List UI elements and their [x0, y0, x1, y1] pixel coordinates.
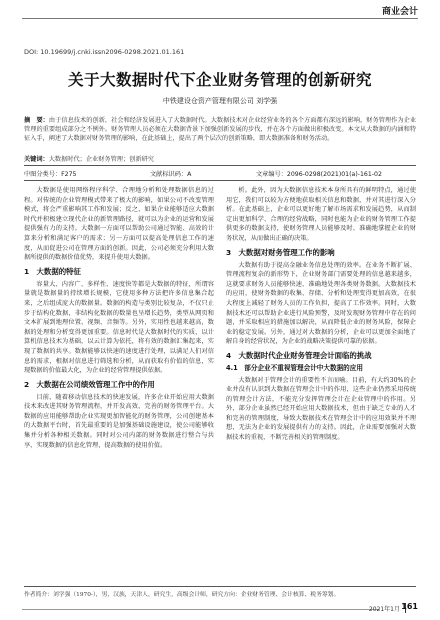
- keywords-label: 关键词：: [24, 156, 49, 163]
- issue-date: 2021年1月: [368, 606, 400, 613]
- section-heading: 1 大数据的特征: [24, 266, 81, 276]
- meta-rule-bottom: [24, 180, 416, 181]
- keywords: [24, 154, 416, 163]
- section-heading: 4.1 部分企业不重视管理会计中大数据的应用: [226, 363, 363, 372]
- author-line: 中铁建设仓资产管理有限公司 刘学强: [162, 97, 278, 105]
- footer-rule: [22, 609, 380, 610]
- abstract: [24, 116, 416, 144]
- running-header: [0, 0, 440, 22]
- article-meta: [24, 167, 416, 179]
- doi: DOI: 10.19699/j.cnki.issn2096-0298.2021.01.161: [24, 48, 185, 56]
- meta-rule-top: [24, 165, 416, 166]
- paragraph: 析。此外，因为大数据信息技术本身所具有的鲜明特点，通过使用它，我们可以较为方便地获取相关信息和数据，并对其进行深入分析。在此基础上，企业可以更好地了解市场需求和发展趋势，从而制定出更加科学、合理的经营战略，同时也能为企业的财务管理工作提供更多的数据支持，使财务管理人员能够及时、准确地掌握企业的财务状况，从而做出正确的决策。: [226, 187, 416, 242]
- clc-number: 中图分类号：F275: [24, 171, 77, 178]
- abstract-text: 由于信息技术的创新，社会和经济发展进入了大数据时代。大数据技术对企业经营业务的各个方面都有深远的影响，财务管理作为企业管理的重要组成部分之不例外。财务管理人员必须在大数据背景下加强创新发展的步伐，并在各个方面做出积极改变。本文从大数据的内涵和特征入手，阐述了大数据对财务管理的影响，在此基础上，提出了两个层次的创新策略，即大数据准备和财务活动。: [24, 117, 417, 143]
- section-heading: 4 大数据时代企业财务管理会计面临的挑战: [226, 350, 372, 360]
- article-title: 关于大数据时代下企业财务管理的创新研究: [67, 70, 372, 89]
- body-column-left: [24, 186, 214, 580]
- footnote-rule: [24, 586, 416, 587]
- header-rule: [22, 18, 418, 19]
- article-number: 文章编号：2096-0298(2021)01(a)-161-02: [256, 171, 382, 178]
- page-number: 161: [401, 602, 418, 611]
- abstract-label: 摘 要：: [24, 117, 49, 124]
- section-heading: 3 大数据对财务管理工作的影响: [226, 247, 335, 257]
- keywords-text: 大数据时代；企业财务管理；创新研究: [48, 156, 154, 163]
- document-code: 文献标识码：A: [150, 171, 192, 178]
- paragraph: 容量大、内容广、多样性、速度快等都是大数据的特征，所谓容量就是数据量的持续增长规模，它使用多种方法把许多信息集合起来，之后组成庞大的数据量。数据的构造与类别比较复杂，不仅只止步于结构化数据，非结构化数据的数量也呈增长趋势，类型从网页和文本扩展到地理位置、视频、音频等。另外，实用性也越来越高，数据的处理和分析变得更加重要。信息时代是大数据时代的实质，以计算机信息技术为基础，以云计算为依托，将有效的数据汇集起来，实现了数据的共享。数据能够以快速的速度进行处理，以满足人们对信息的需求，根据对信息进行筛选和分析，从而获取有价值的信息，实现数据的价值最大化，为企业的经营管理提供依据。: [24, 280, 214, 375]
- paragraph: 大数据是使用网络程序科学、合理地分析和处理数据信息的过程。对传统的企业管理模式带来了极大的影响，如果公司不改变管理模式，将会严重影响其工作和发展；反之，如果企业能够适应大数据时代并积极建立现代企业的新管理路径，就可以为企业的运营和发展提供强有力的支持。大数据一方面可以帮助公司通过智能、高效的计算来分析和满足客户的需求；另一方面可以提高处理信息工作的速度，从而促进公司在管理方面的创新。因此，公司必须充分利用大数据所提供的数据价值优势，来提升使用大数据。: [24, 187, 214, 262]
- paragraph: 大数据有助于提高金融业务信息处理的效率。在业务不断扩展、管理流程复杂的新形势下，企业财务部门需要处理的信息越来越多，这就要求财务人员能够快速、准确地处理各类财务数据。大数据技术的应用，使财务数据的收集、存储、分析和处理变得更加高效，在很大程度上减轻了财务人员的工作负担，提高了工作效率。同时，大数据技术还可以帮助企业进行风险预警，及时发现财务管理中存在的问题，并采取相应的措施加以解决，从而降低企业的财务风险，保障企业的稳定发展。另外，通过对大数据的分析，企业可以更加全面地了解自身的经营状况，为企业的战略决策提供可靠的依据。: [226, 261, 416, 346]
- section-tag: 商业会计: [381, 7, 418, 17]
- author-footnote: 作者简介：刘学强（1970-），男，汉族，天津人，研究生，高级会计师，研究方向：企业财务管理、会计核算、税务筹划。: [24, 592, 340, 598]
- body-column-right: [226, 186, 416, 580]
- section-heading: 2 大数据在公司绩效管理工作中的作用: [24, 379, 155, 389]
- page-footer: [0, 602, 440, 616]
- paragraph: 目前，随着移动信息技术的快速发展，许多企业开始应用大数据技术来改进其财务管理流程，并开发高效、完善的财务管理平台。大数据的应用能够帮助企业实现更加智能化的财务管理，公司创建基本的大数据平台时，首先最重要的是加强基础设施建设，使公司能够收集并分析各种相关数据。同时对公司内部的财务数据进行整合与共享，实现数据的信息化管理，提高数据的使用价值。: [24, 393, 214, 449]
- paragraph: 大数据对于管理会计的重要性不言而喻。目前，有大约30%的企业并没有认识到大数据在管理会计中的作用，这些企业仍然采用传统的管理会计方法，不能充分发挥管理会计在企业管理中的作用。另外，部分企业虽然已经开始应用大数据技术，但由于缺乏专业的人才和完善的管理制度，导致大数据技术在管理会计中的应用效果并不理想，无法为企业的发展提供有力的支持。因此，企业需要加强对大数据技术的重视，不断完善相关的管理制度。: [226, 376, 416, 442]
